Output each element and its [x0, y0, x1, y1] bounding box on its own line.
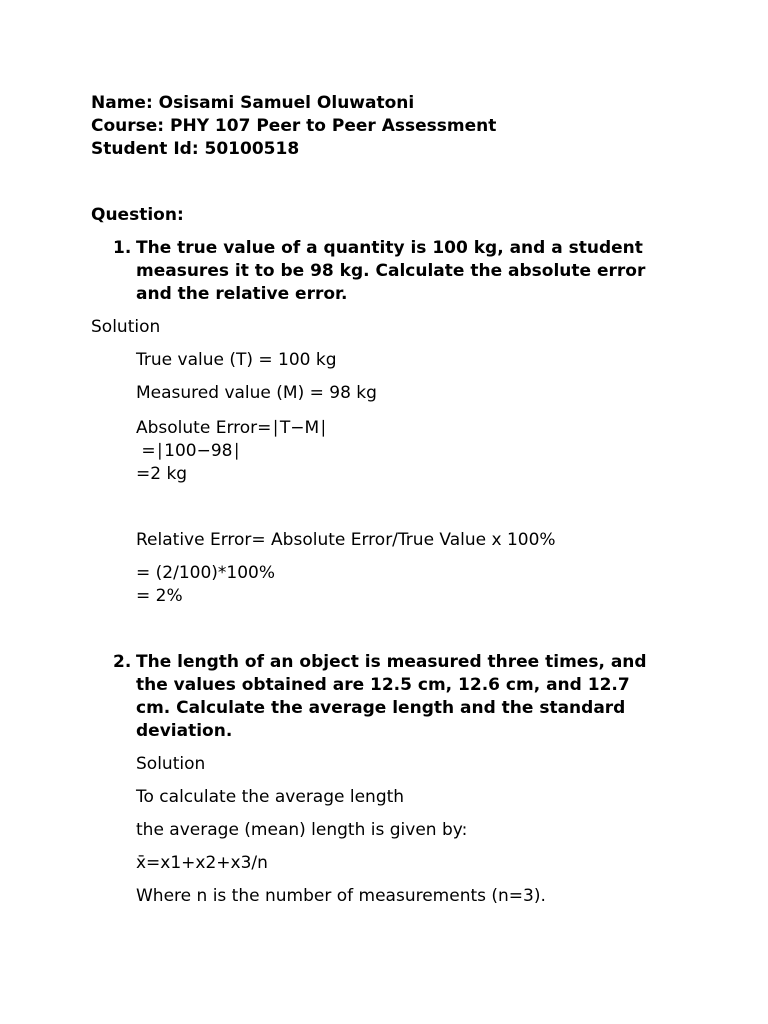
- q1-relative-error-substitution: = (2/100)*100%: [136, 563, 276, 583]
- q1-absolute-error-formula: Absolute Error=∣T−M∣: [136, 418, 328, 438]
- q1-measured-value: Measured value (M) = 98 kg: [136, 383, 377, 403]
- question-2-line-4: deviation.: [136, 721, 233, 741]
- q2-where-clause: Where n is the number of measurements (n=3).: [136, 886, 546, 906]
- q1-relative-error-formula: Relative Error= Absolute Error/True Value x 100%: [136, 530, 556, 550]
- student-name: Name: Osisami Samuel Oluwatoni: [91, 93, 415, 113]
- question-1-line-2: measures it to be 98 kg. Calculate the absolute error: [136, 261, 646, 281]
- q2-step-average: To calculate the average length: [136, 787, 405, 807]
- q1-solution-label: Solution: [91, 317, 161, 337]
- q2-step-mean-definition: the average (mean) length is given by:: [136, 820, 468, 840]
- q2-solution-label: Solution: [136, 754, 206, 774]
- student-id: Student Id: 50100518: [91, 139, 300, 159]
- question-heading: Question:: [91, 205, 184, 225]
- q1-true-value: True value (T) = 100 kg: [136, 350, 337, 370]
- course-info: Course: PHY 107 Peer to Peer Assessment: [91, 116, 497, 136]
- question-2-line-3: cm. Calculate the average length and the standard: [136, 698, 626, 718]
- question-2-line-2: the values obtained are 12.5 cm, 12.6 cm, and 12.7: [136, 675, 630, 695]
- question-1-line-3: and the relative error.: [136, 284, 348, 304]
- question-1-number: 1.: [113, 238, 132, 258]
- question-1-line-1: The true value of a quantity is 100 kg, and a student: [136, 238, 643, 258]
- q1-absolute-error-result: =2 kg: [136, 464, 188, 484]
- q2-mean-formula: x̄=x1+x2+x3/n: [136, 853, 268, 873]
- q1-relative-error-result: = 2%: [136, 586, 183, 606]
- q1-absolute-error-substitution: =∣100−98∣: [136, 441, 241, 461]
- question-2-line-1: The length of an object is measured three times, and: [136, 652, 647, 672]
- question-2-number: 2.: [113, 652, 132, 672]
